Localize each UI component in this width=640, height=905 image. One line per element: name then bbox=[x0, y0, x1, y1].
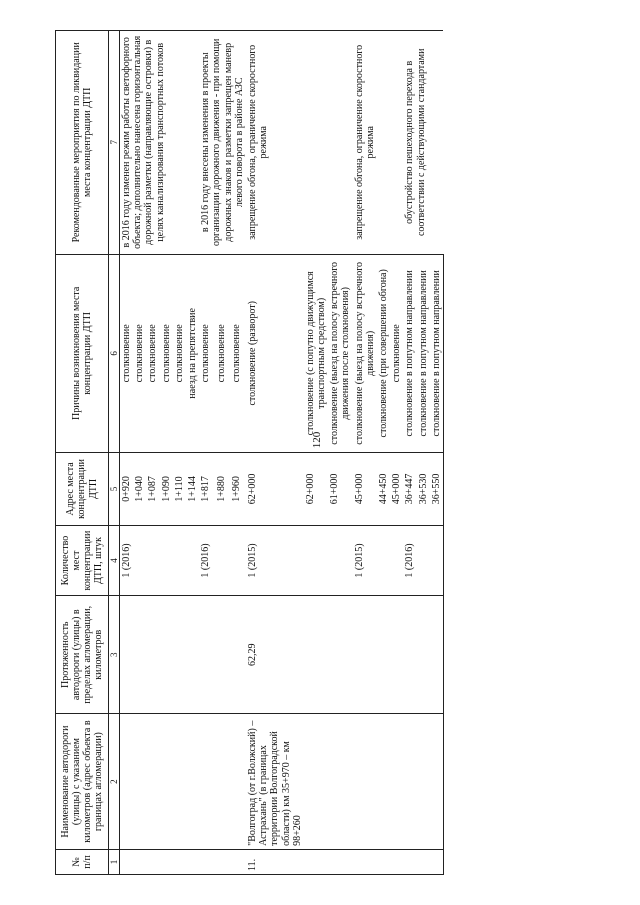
cause-cell: столкновение в попутном направлении bbox=[403, 254, 416, 452]
column-number: 7 bbox=[109, 31, 120, 255]
address-cell: 1+817 bbox=[199, 453, 215, 526]
header-num: № п/п bbox=[56, 849, 109, 874]
table-row bbox=[120, 31, 134, 875]
column-number: 5 bbox=[109, 453, 120, 526]
cause-cell: столкновение в попутном направлении bbox=[430, 254, 444, 452]
address-cell: 1+880 bbox=[215, 453, 231, 526]
count-cell: 1 (2016) bbox=[403, 525, 416, 595]
address-cell: 62+000 bbox=[246, 453, 304, 526]
address-cell: 36+530 bbox=[417, 453, 430, 526]
cause-cell: наезд на препятствие bbox=[186, 254, 199, 452]
accident-table bbox=[55, 30, 444, 875]
recommendation-cell: обустройство пешеходного перехода в соответствии с действующими стандартами bbox=[403, 31, 443, 255]
cause-cell: столкновение в попутном направлении bbox=[417, 254, 430, 452]
address-cell: 45+000 bbox=[390, 453, 403, 526]
header-row bbox=[56, 31, 109, 875]
cause-cell: столкновение bbox=[215, 254, 231, 452]
column-number: 1 bbox=[109, 849, 120, 874]
road-name-cell: "Волгоград (от г.Волжский) – Астрахань" (в границах территории Волгоградской области) км 35+970 – км 98+260 bbox=[246, 714, 304, 850]
address-cell: 1+960 bbox=[230, 453, 246, 526]
table-row bbox=[199, 31, 215, 875]
cause-cell: столкновение bbox=[390, 254, 403, 452]
address-cell: 62+000 bbox=[304, 453, 328, 526]
address-cell: 61+000 bbox=[328, 453, 352, 526]
table-row bbox=[353, 31, 377, 875]
address-cell: 1+087 bbox=[146, 453, 159, 526]
cause-cell: столкновение (выезд на полосу встречного движения после столкновения) bbox=[328, 254, 352, 452]
cause-cell: столкновение bbox=[199, 254, 215, 452]
header-length: Протяженность автодороги (улицы) в пределах агломерации, километров bbox=[56, 596, 109, 714]
page-number: 120 bbox=[311, 431, 323, 449]
column-number: 2 bbox=[109, 714, 120, 850]
cause-cell: столкновение (выезд на полосу встречного движения) bbox=[353, 254, 377, 452]
header-count: Количество мест концентрации ДТП, штук bbox=[56, 525, 109, 595]
address-cell: 0+920 bbox=[120, 453, 134, 526]
address-cell: 45+000 bbox=[353, 453, 377, 526]
address-cell: 36+550 bbox=[430, 453, 444, 526]
cause-cell: столкновение (при совершении обгона) bbox=[377, 254, 390, 452]
cause-cell: столкновение bbox=[160, 254, 173, 452]
cause-cell: столкновение bbox=[120, 254, 134, 452]
header-road: Наименование автодороги (улицы) с указанием километров (адрес объекта в границах агломерации) bbox=[56, 714, 109, 850]
header-address: Адрес места концентрации ДТП bbox=[56, 453, 109, 526]
row-number: 11. bbox=[246, 849, 304, 874]
recommendation-cell: в 2016 году изменен режим работы светофорного объекта; дополнительно нанесена горизонтальная дорожной разметки (направляющие островки) в целях канализирования транспортных потоков bbox=[120, 31, 200, 255]
table-row bbox=[246, 31, 304, 875]
address-cell: 1+110 bbox=[173, 453, 186, 526]
column-number: 3 bbox=[109, 596, 120, 714]
cause-cell: столкновение bbox=[146, 254, 159, 452]
length-cell: 62,29 bbox=[246, 596, 304, 714]
address-cell: 1+144 bbox=[186, 453, 199, 526]
column-number-row bbox=[109, 31, 120, 875]
count-cell: 1 (2015) bbox=[353, 525, 377, 595]
cause-cell: столкновение bbox=[173, 254, 186, 452]
header-causes: Причины возникновения места концентрации ДТП bbox=[56, 254, 109, 452]
count-cell: 1 (2016) bbox=[199, 525, 215, 595]
rotated-page bbox=[55, 30, 585, 875]
count-cell: 1 (2016) bbox=[120, 525, 134, 595]
cause-cell: столкновение (с попутно движущимся транспортным средством) bbox=[304, 254, 328, 452]
count-cell: 1 (2015) bbox=[246, 525, 304, 595]
address-cell: 1+040 bbox=[133, 453, 146, 526]
table-row bbox=[403, 31, 416, 875]
column-number: 6 bbox=[109, 254, 120, 452]
address-cell: 44+450 bbox=[377, 453, 390, 526]
recommendation-cell: запрещение обгона, ограничение скоростного режима bbox=[353, 31, 404, 255]
column-number: 4 bbox=[109, 525, 120, 595]
cause-cell: столкновение bbox=[133, 254, 146, 452]
address-cell: 36+447 bbox=[403, 453, 416, 526]
header-recommendations: Рекомендованные мероприятия по ликвидации места концентрации ДТП bbox=[56, 31, 109, 255]
recommendation-cell: в 2016 году внесены изменения в проекты организации дорожного движения - при помощи дорожных знаков и разметки запрещен маневр левого поворота в районе АЗС bbox=[199, 31, 246, 255]
cause-cell: столкновение bbox=[230, 254, 246, 452]
recommendation-cell: запрещение обгона, ограничение скоростного режима bbox=[246, 31, 353, 255]
address-cell: 1+090 bbox=[160, 453, 173, 526]
cause-cell: столкновение (разворот) bbox=[246, 254, 304, 452]
